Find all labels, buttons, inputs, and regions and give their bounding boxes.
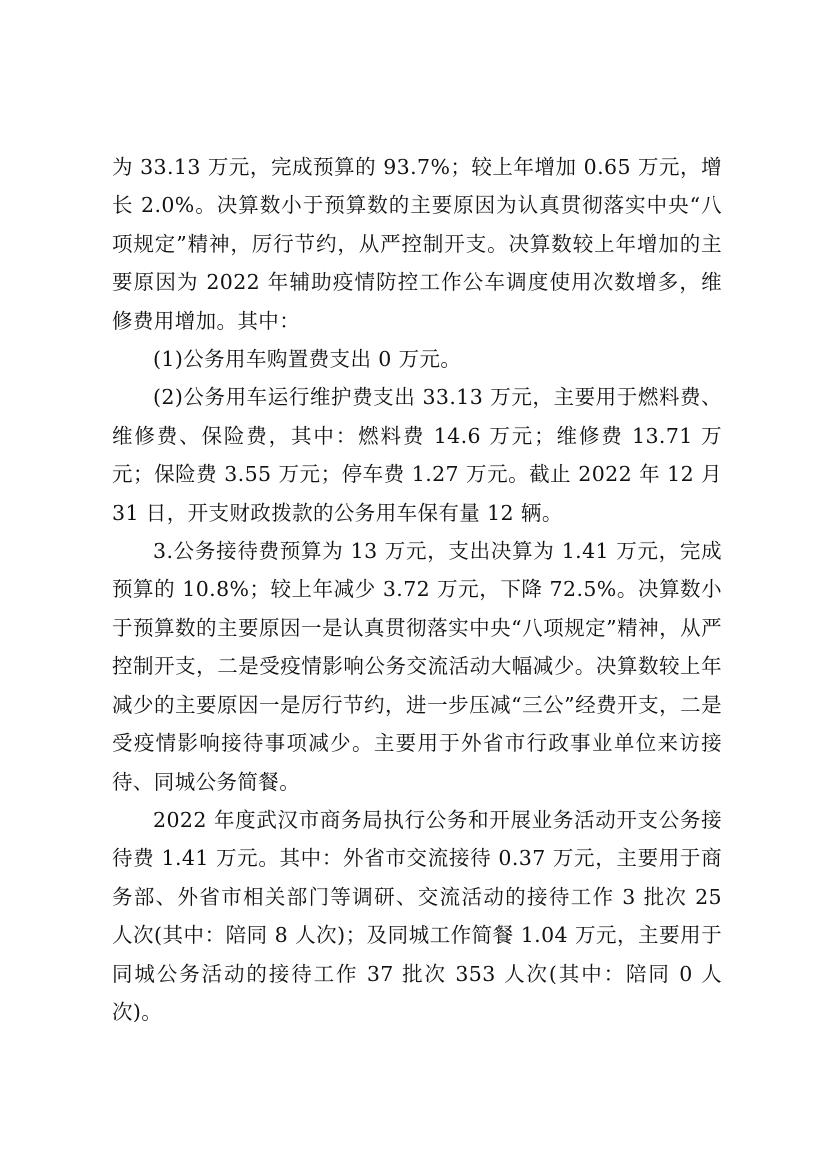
paragraph-reception-budget: 3.公务接待费预算为 13 万元，支出决算为 1.41 万元，完成预算的 10.8%；较上年减少 3.72 万元，下降 72.5%。决算数小于预算数的主要原因一是认真贯彻落实中央“八项规定”精神，从严控制开支，二是受疫情影响公务交流活动大幅减少。决算数较上年减少的主要原因一是厉行节约，进一步压减“三公”经费开支，二是受疫情影响接待事项减少。主要用于外省市行政事业单位来访接待、同城公务简餐。 — [112, 539, 722, 794]
paragraph-vehicle-operation: (2)公务用车运行维护费支出 33.13 万元，主要用于燃料费、维修费、保险费，其中：燃料费 14.6 万元；维修费 13.71 万元；保险费 3.55 万元；停车费 1.27 万元。截止 2022 年 12 月 31 日，开支财政拨款的公务用车保有量 12 辆。 — [112, 385, 722, 525]
document-body — [112, 148, 722, 1031]
paragraph-vehicle-purchase: (1)公务用车购置费支出 0 万元。 — [153, 347, 462, 372]
paragraph-vehicle-total: 为 33.13 万元，完成预算的 93.7%；较上年增加 0.65 万元，增长 2.0%。决算数小于预算数的主要原因为认真贯彻落实中央“八项规定”精神，厉行节约，从严控制开支。决算数较上年增加的主要原因为 2022 年辅助疫情防控工作公车调度使用次数增多，维修费用增加。其中： — [112, 155, 722, 333]
paragraph-reception-detail: 2022 年度武汉市商务局执行公务和开展业务活动开支公务接待费 1.41 万元。其中：外省市交流接待 0.37 万元，主要用于商务部、外省市相关部门等调研、交流活动的接待工作 3 批次 25 人次(其中：陪同 8 人次)；及同城工作简餐 1.04 万元，主要用于同城公务活动的接待工作 37 批次 353 人次(其中：陪同 0 人次)。 — [112, 807, 722, 1024]
